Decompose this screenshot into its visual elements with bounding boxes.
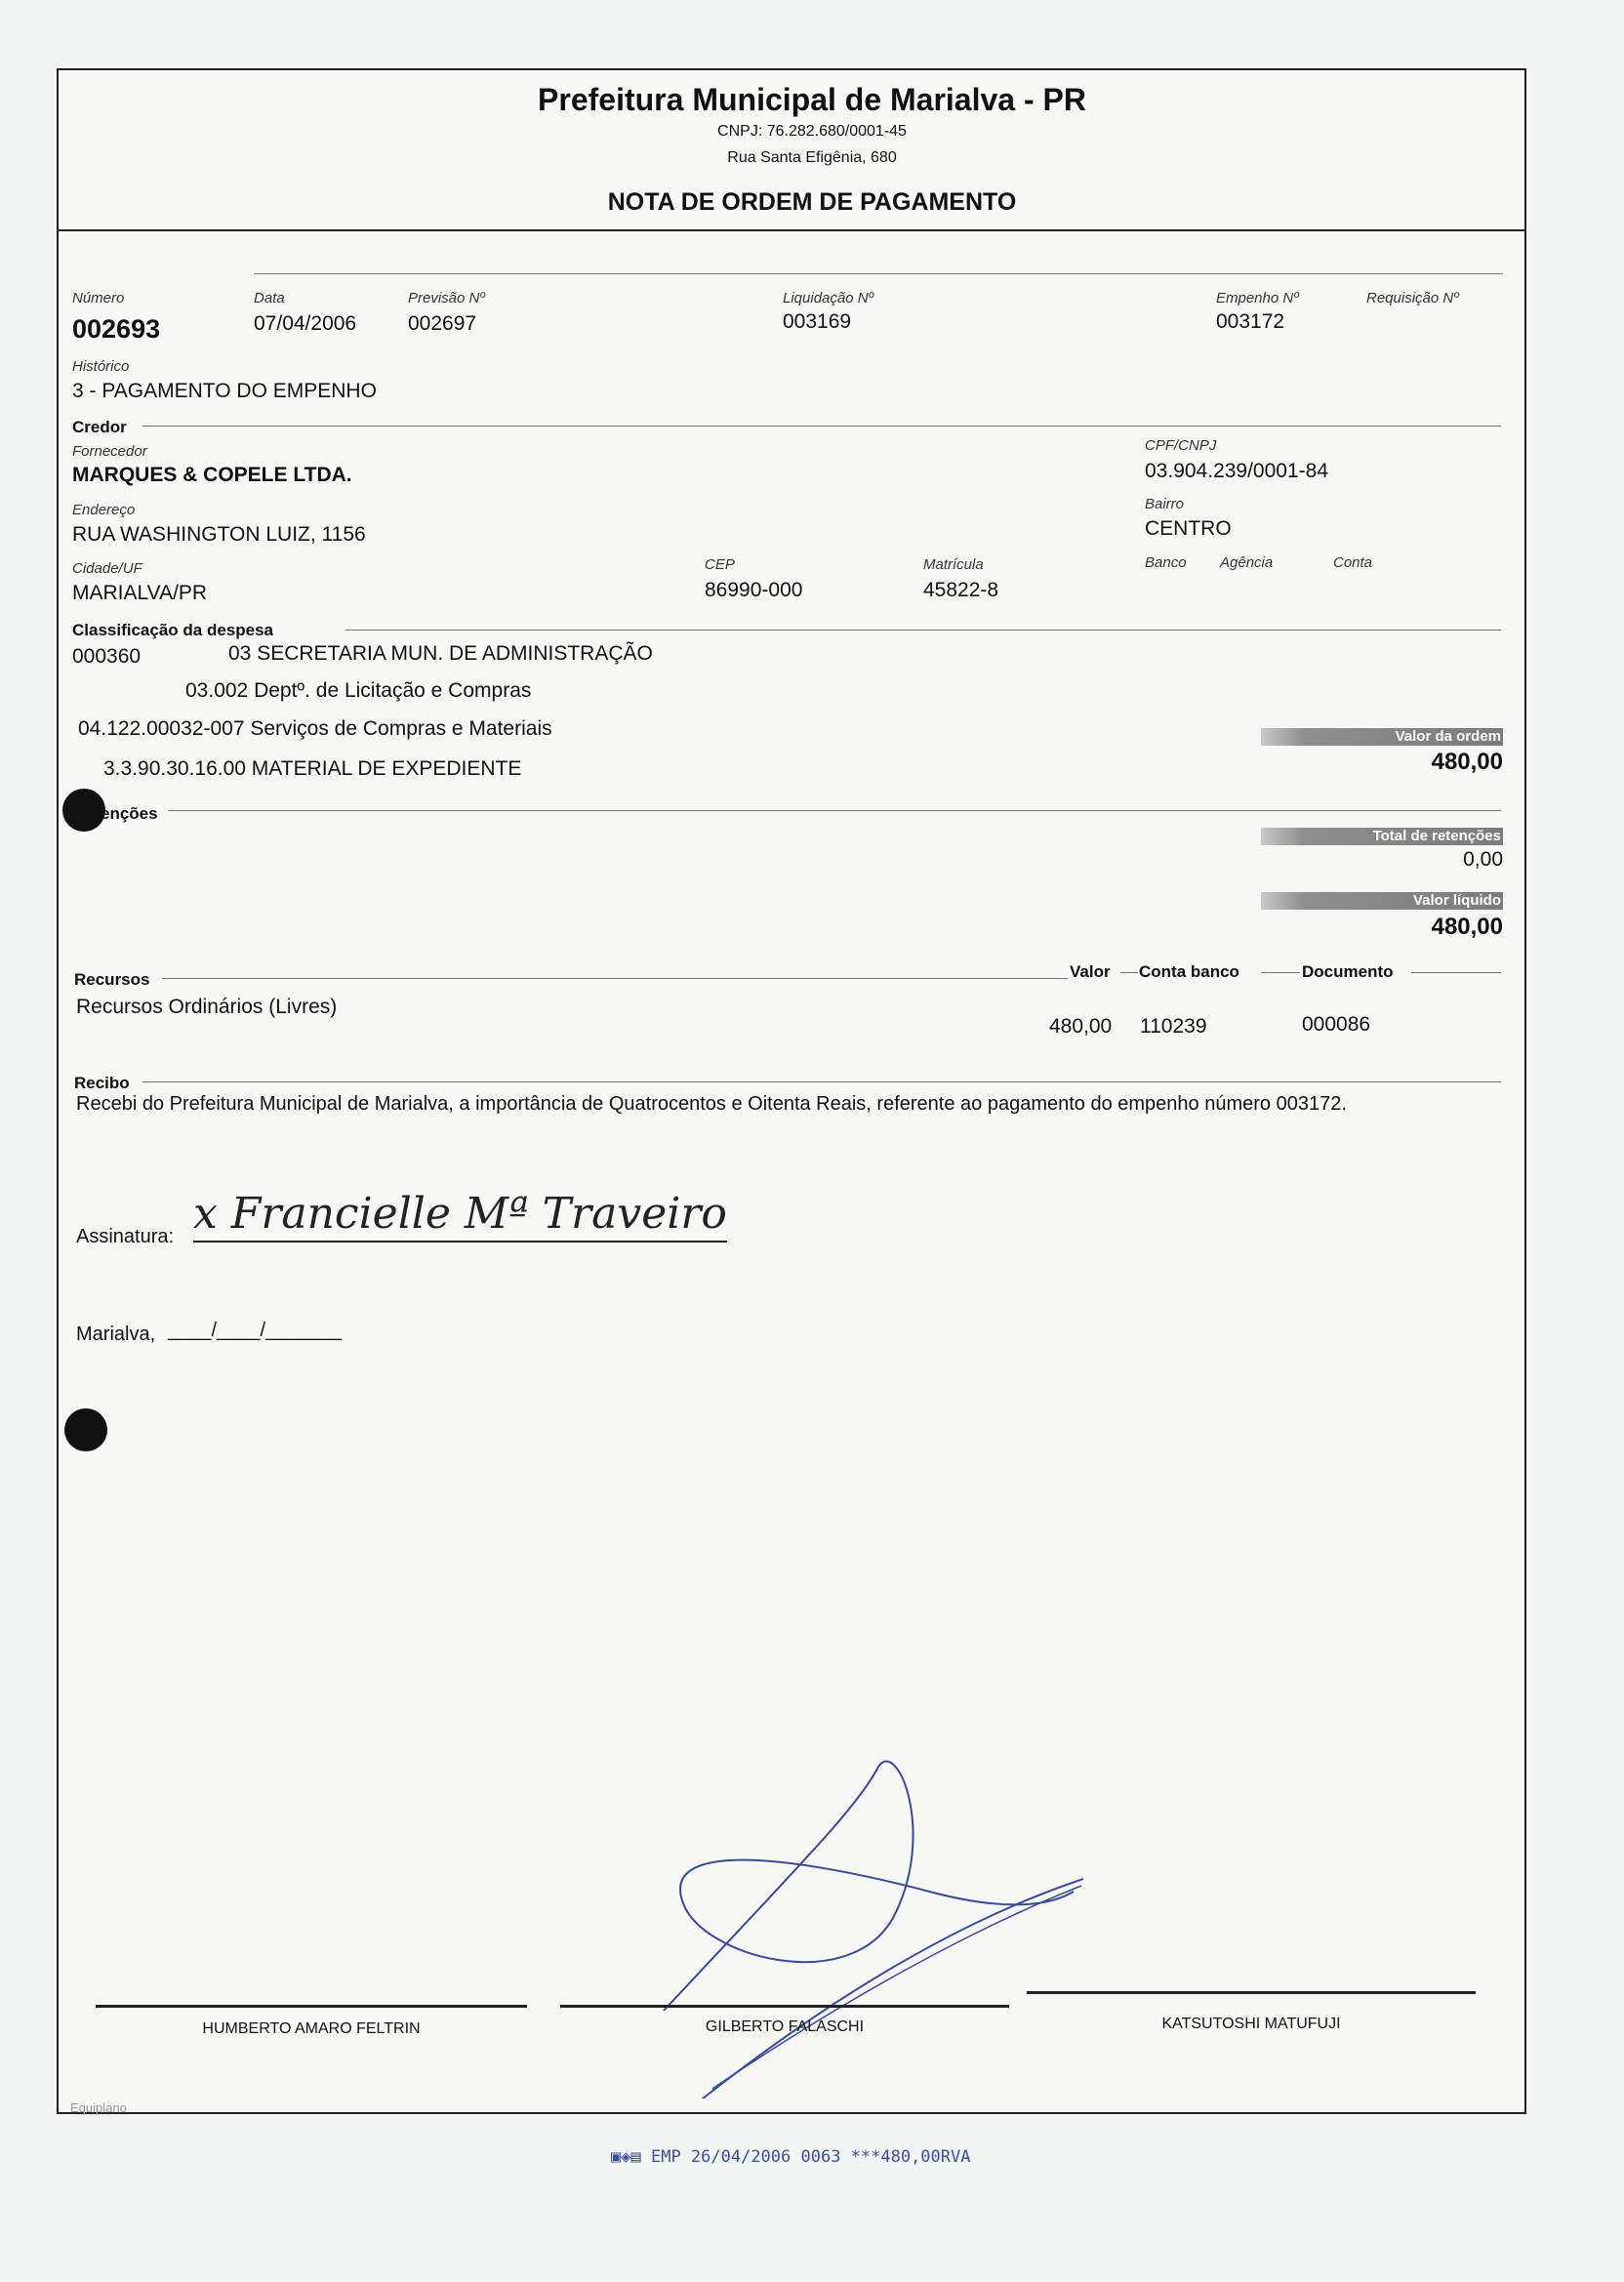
recibo-divider (142, 1081, 1501, 1082)
endereco-value: RUA WASHINGTON LUIZ, 1156 (72, 523, 366, 546)
signatory-1: HUMBERTO AMARO FELTRIN (202, 2020, 421, 2037)
data-value: 07/04/2006 (254, 312, 357, 335)
authority-signature-scribble (644, 1747, 1093, 2099)
numero-label: Número (72, 290, 125, 306)
classificacao-section: Classificação da despesa (72, 621, 274, 639)
local-label: Marialva, (76, 1324, 156, 1345)
recibo-section: Recibo (74, 1074, 130, 1092)
classificacao-line4: 3.3.90.30.16.00 MATERIAL DE EXPEDIENTE (103, 757, 522, 780)
retencoes-divider (168, 810, 1501, 811)
classificacao-line3: 04.122.00032-007 Serviços de Compras e Materiais (78, 717, 552, 740)
data-blank: ____/____/_______ (168, 1320, 342, 1341)
cpf-value: 03.904.239/0001-84 (1145, 460, 1329, 482)
empenho-value: 003172 (1216, 310, 1285, 333)
matricula-value: 45822-8 (923, 579, 999, 601)
classificacao-divider (345, 630, 1501, 631)
classificacao-code: 000360 (72, 645, 142, 668)
signature-line-1 (96, 2005, 527, 2008)
punch-hole-bottom (64, 1408, 107, 1451)
address-text: Rua Santa Efigênia, 680 (727, 149, 897, 166)
previsao-label: Previsão Nº (408, 290, 485, 306)
software-label: Equiplano (70, 2100, 127, 2115)
top-divider (254, 273, 1503, 274)
recursos-divider (162, 978, 1068, 979)
historico-value: 3 - PAGAMENTO DO EMPENHO (72, 380, 377, 402)
credor-section: Credor (72, 418, 127, 436)
recibo-texto: Recebi do Prefeitura Municipal de Marialva, a importância de Quatrocentos e Oitenta Reais, referente ao pagamento do empenho número 003172. (76, 1093, 1347, 1115)
recursos-conta-label: Conta banco (1139, 962, 1239, 981)
banco-label: Banco (1145, 554, 1187, 571)
agencia-label: Agência (1220, 554, 1274, 571)
recursos-documento-label: Documento (1302, 962, 1394, 981)
bank-stamp (611, 2147, 970, 2167)
cpf-label: CPF/CNPJ (1145, 437, 1217, 454)
recursos-divider-2 (1120, 972, 1138, 973)
historico-label: Histórico (72, 358, 130, 375)
recursos-divider-3 (1261, 972, 1300, 973)
cidade-label: Cidade/UF (72, 560, 142, 577)
liquidacao-label: Liquidação Nº (783, 290, 874, 306)
doc-subtitle: NOTA DE ORDEM DE PAGAMENTO (607, 188, 1017, 216)
recipient-signature: x Francielle Mª Traveiro (193, 1189, 727, 1243)
signature-line-3 (1027, 1991, 1476, 1994)
fornecedor-value: MARQUES & COPELE LTDA. (72, 464, 352, 486)
bairro-label: Bairro (1145, 496, 1185, 512)
valor-ordem-label: Valor da ordem (1261, 728, 1503, 746)
signatory-2: GILBERTO FALASCHI (705, 2018, 865, 2035)
matricula-label: Matrícula (923, 556, 984, 573)
endereco-label: Endereço (72, 502, 136, 518)
cep-value: 86990-000 (705, 579, 803, 601)
bairro-value: CENTRO (1145, 517, 1232, 540)
signatory-3: KATSUTOSHI MATUFUJI (1161, 2016, 1341, 2032)
bank-stamp-text: EMP 26/04/2006 0063 ***480,00RVA (650, 2147, 971, 2167)
credor-divider (142, 426, 1501, 427)
recursos-valor-label: Valor (1070, 962, 1111, 981)
fornecedor-label: Fornecedor (72, 443, 147, 460)
classificacao-line2: 03.002 Deptº. de Licitação e Compras (185, 679, 532, 702)
recursos-descricao: Recursos Ordinários (Livres) (76, 996, 338, 1018)
retencoes-section: enções (101, 804, 158, 823)
total-retencoes-value: 0,00 (1463, 848, 1503, 871)
cidade-value: MARIALVA/PR (72, 582, 208, 604)
header-divider (57, 229, 1524, 231)
assinatura-label: Assinatura: (76, 1226, 175, 1247)
bank-stamp-icon: ▣◈▤ (611, 2147, 641, 2167)
valor-ordem-value: 480,00 (1431, 749, 1503, 775)
document-title: Prefeitura Municipal de Marialva - PR (538, 82, 1086, 117)
data-label: Data (254, 290, 285, 306)
requisicao-label: Requisição Nº (1366, 290, 1459, 306)
recursos-documento: 000086 (1302, 1013, 1371, 1036)
recursos-valor: 480,00 (1049, 1015, 1113, 1038)
cep-label: CEP (705, 556, 735, 573)
classificacao-line1: 03 SECRETARIA MUN. DE ADMINISTRAÇÃO (228, 642, 653, 665)
valor-liquido-label: Valor líquido (1261, 892, 1503, 910)
valor-liquido-value: 480,00 (1431, 914, 1503, 940)
recursos-divider-4 (1411, 972, 1501, 973)
punch-hole-top (62, 789, 105, 832)
cnpj-text: CNPJ: 76.282.680/0001-45 (717, 123, 907, 140)
total-retencoes-label: Total de retenções (1261, 828, 1503, 845)
liquidacao-value: 003169 (783, 310, 852, 333)
numero-value: 002693 (72, 314, 161, 344)
previsao-value: 002697 (408, 312, 477, 335)
empenho-label: Empenho Nº (1216, 290, 1299, 306)
signature-line-2 (560, 2005, 1009, 2008)
conta-label: Conta (1333, 554, 1373, 571)
recursos-section: Recursos (74, 970, 150, 989)
recursos-conta: 110239 (1140, 1015, 1207, 1038)
